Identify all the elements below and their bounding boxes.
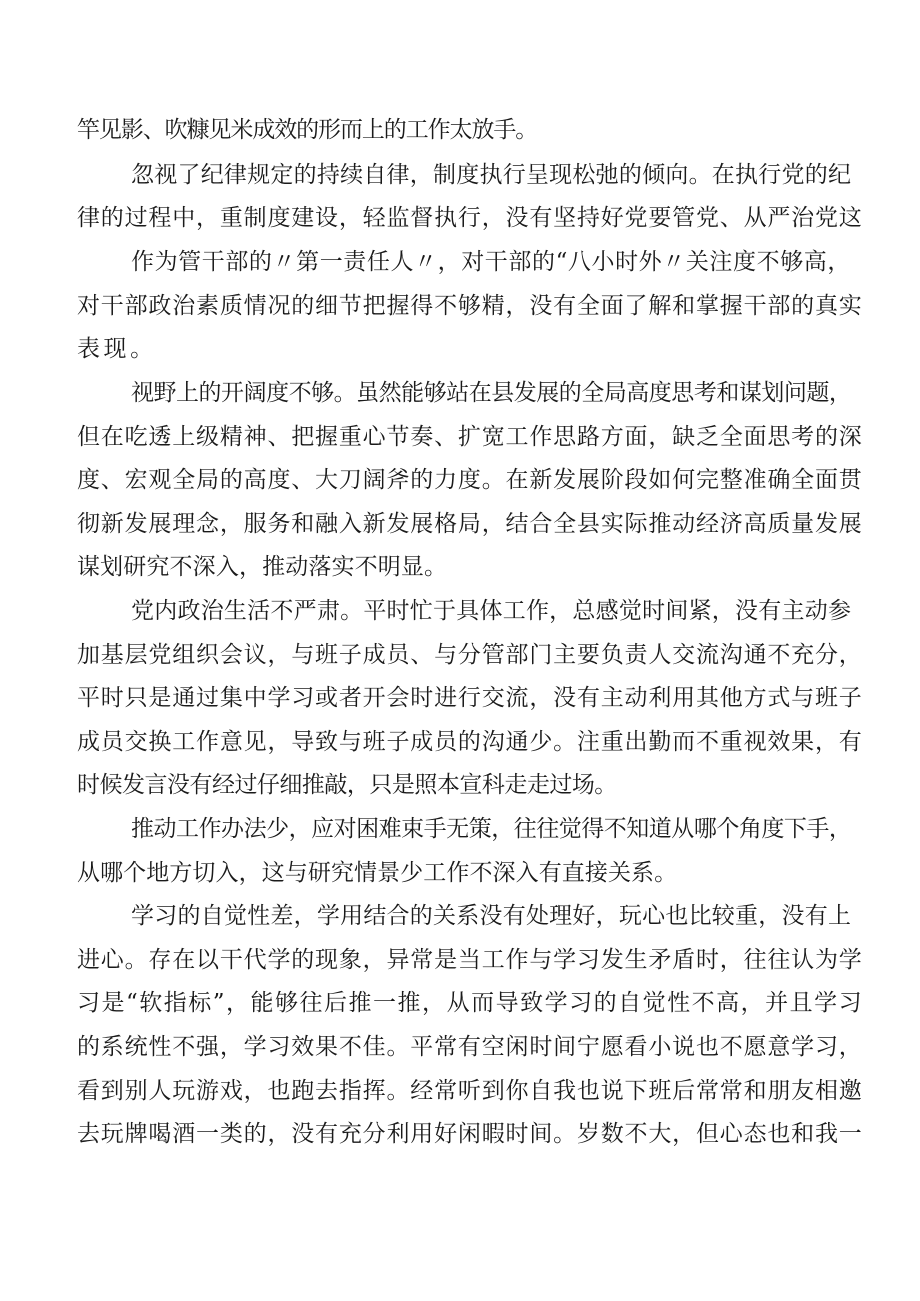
- text-line: 视野上的开阔度不够。虽然能够站在县发展的全局高度思考和谋划问题，: [131, 380, 852, 406]
- text-line: 进心。存在以干代学的现象，异常是当工作与学习发生矛盾时，往往认为学: [77, 947, 863, 973]
- text-line: 去玩牌喝酒一类的，没有充分利用好闲暇时间。岁数不大，但心态也和我一: [77, 1121, 863, 1147]
- text-line: 对干部政治素质情况的细节把握得不够精，没有全面了解和掌握干部的真实: [77, 293, 863, 319]
- text-line: 推动工作办法少，应对困难束手无策，往往觉得不知道从哪个角度下手，: [131, 816, 852, 842]
- text-line: 但在吃透上级精神、把握重心节奏、扩宽工作思路方面，缺乏全面思考的深: [77, 424, 863, 450]
- text-line: 竿见影、吹糠见米成效的形而上的工作太放手。: [77, 117, 538, 143]
- text-line: 忽视了纪律规定的持续自律，制度执行呈现松弛的倾向。在执行党的纪: [131, 162, 852, 188]
- text-line: 彻新发展理念，服务和融入新发展格局，结合全县实际推动经济高质量发展: [77, 511, 863, 537]
- text-line: 表现。: [77, 336, 157, 362]
- text-line: 加基层党组织会议，与班子成员、与分管部门主要负责人交流沟通不充分，: [77, 642, 863, 668]
- text-line: 平时只是通过集中学习或者开会时进行交流，没有主动利用其他方式与班子: [77, 685, 863, 711]
- text-line: 成员交换工作意见，导致与班子成员的沟通少。注重出勤而不重视效果，有: [77, 729, 863, 755]
- text-line: 学习的自觉性差，学用结合的关系没有处理好，玩心也比较重，没有上: [131, 903, 852, 929]
- text-line: 党内政治生活不严肃。平时忙于具体工作，总感觉时间紧，没有主动参: [131, 598, 852, 624]
- text-line: 时候发言没有经过仔细推敲，只是照本宣科走走过场。: [77, 772, 617, 798]
- text-line: 度、宏观全局的高度、大刀阔斧的力度。在新发展阶段如何完整准确全面贯: [77, 467, 863, 493]
- text-line: 的系统性不强，学习效果不佳。平常有空闲时间宁愿看小说也不愿意学习，: [77, 1034, 863, 1060]
- text-line: 律的过程中，重制度建设，轻监督执行，没有坚持好党要管党、从严治党这: [77, 205, 863, 231]
- text-line: 作为管干部的〃第一责任人〃，对干部的“八小时外〃关注度不够高，: [131, 249, 851, 275]
- text-line: 谋划研究不深入，推动落实不明显。: [77, 554, 448, 580]
- text-line: 习是“软指标”，能够往后推一推，从而导致学习的自觉性不高，并且学习: [77, 990, 864, 1016]
- text-line: 从哪个地方切入，这与研究情景少工作不深入有直接关系。: [77, 860, 678, 886]
- text-line: 看到别人玩游戏，也跑去指挥。经常听到你自我也说下班后常常和朋友相邀: [77, 1078, 863, 1104]
